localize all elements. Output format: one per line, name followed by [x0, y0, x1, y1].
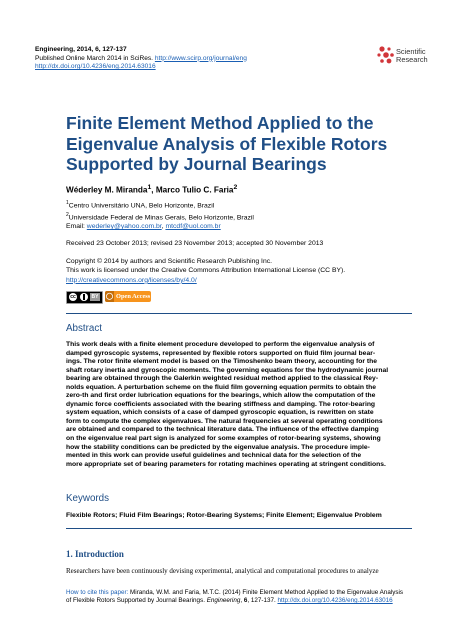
abstract-body	[66, 341, 411, 469]
email-label: Email:	[66, 223, 87, 231]
abstract-line: damped gyroscopic systems, represented by flexible rotors supported on fluid film journal bear-	[66, 349, 376, 357]
cite-volume: 6	[243, 597, 248, 605]
author-2: Marco Tulio C. Faria	[155, 185, 234, 195]
author-1-affil: 1	[147, 184, 152, 191]
how-to-cite	[66, 589, 426, 605]
license-block	[66, 257, 345, 285]
keywords-list: Flexible Rotors; Fluid Film Bearings; Rotor-Bearing Systems; Finite Element; Eigenvalue Problem	[66, 512, 382, 519]
author-separator: ,	[151, 185, 156, 195]
abstract-line: ings. The rotor finite element model is based on the Timoshenko beam theory, accounting for the	[66, 358, 378, 366]
cite-line-1	[66, 589, 426, 597]
abstract-line: dynamic force coefficients associated with the bearing stiffness and damping. The rotor-bearing	[66, 400, 376, 408]
cite-pages: , 127-137.	[247, 597, 278, 605]
email-line	[66, 222, 254, 231]
abstract-line: bearing are obtained through the Galerkin weighted residual method applied to the classical Rey-	[66, 375, 379, 383]
abstract-line: form to compute the complex eigenvalues. The natural frequencies at several operating conditions	[66, 417, 383, 425]
abstract-line: shaft rotary inertia and gyroscopic moments. The governing equations for the hydrodynamic journal	[66, 366, 389, 374]
abstract-line: mented in this work can provide useful guidelines and technical data for the selection of the	[66, 452, 362, 460]
keywords-bottom-rule	[66, 528, 412, 529]
abstract-line: more appropriate set of bearing parameters for rotating machines operating at stringent conditions.	[66, 460, 386, 468]
keywords-heading: Keywords	[66, 493, 110, 504]
license-line: This work is licensed under the Creative Commons Attribution International License (CC BY).	[66, 267, 346, 275]
open-access-badge[interactable]	[105, 291, 151, 302]
abstract-line: nolds equation. A perturbation scheme on the fluid film governing equation permits to obtain the	[66, 383, 377, 391]
cite-text-1: Miranda, W.M. and Faria, M.T.C. (2014) Finite Element Method Applied to the Eigenvalue Analysis	[128, 589, 404, 596]
abstract-line: on the eigenvalue real part sign is analyzed for some examples of rotor-bearing systems, showing	[66, 435, 381, 443]
affiliation-1	[66, 199, 254, 211]
cc-icon: cc	[70, 294, 76, 300]
scientific-research-logo-icon	[375, 44, 397, 66]
copyright-line: Copyright © 2014 by authors and Scientific Research Publishing Inc.	[66, 258, 273, 265]
published-prefix: Published Online March 2014 in SciRes.	[35, 54, 154, 62]
author-2-affil: 2	[233, 184, 238, 191]
affiliation-2	[66, 211, 254, 223]
author-list	[66, 184, 237, 195]
publication-line	[35, 55, 247, 64]
affiliation-2-sup: 2	[66, 211, 69, 218]
title-line-3: Supported by Journal Bearings	[66, 154, 327, 174]
cc-by-badge[interactable]	[66, 291, 103, 304]
title-line-1: Finite Element Method Applied to the	[66, 113, 374, 133]
affiliation-1-text: Centro Universitário UNA, Belo Horizonte, Brazil	[68, 202, 215, 210]
license-url-link[interactable]: http://creativecommons.org/licenses/by/4.0/	[66, 276, 197, 284]
open-lock-icon: ◯	[105, 293, 114, 300]
cc-by-label: BY	[91, 294, 99, 300]
affiliation-1-sup: 1	[66, 200, 69, 206]
cite-text-2: of Flexible Rotors Supported by Journal Bearings.	[66, 597, 207, 605]
cite-doi-link[interactable]: http://dx.doi.org/10.4236/eng.2014.63016	[277, 597, 393, 605]
journal-citation-line: Engineering, 2014, 6, 127-137	[35, 46, 127, 53]
journal-header	[35, 46, 247, 72]
email-separator: ,	[161, 223, 166, 231]
email-link-1[interactable]: wederley@yahoo.com.br	[86, 223, 162, 231]
author-1: Wéderley M. Miranda	[66, 185, 148, 195]
abstract-line: how the stability conditions can be predicted by the eigenvalue analysis. The procedure imple-	[66, 443, 370, 451]
cite-journal: Engineering	[206, 597, 241, 605]
open-access-label: Open Access	[116, 293, 151, 300]
abstract-line: system equation, which consists of a case of damped gyroscopic equation, is rewritten on state	[66, 409, 374, 417]
journal-url-link[interactable]: http://www.scirp.org/journal/eng	[154, 54, 247, 62]
affiliation-2-text: Universidade Federal de Minas Gerais, Belo Horizonte, Brazil	[68, 213, 254, 221]
logo-line-1: Scientific	[396, 47, 426, 56]
cite-volume-sep: ,	[240, 597, 244, 605]
logo-line-2: Research	[396, 55, 428, 65]
received-dates: Received 23 October 2013; revised 23 November 2013; accepted 30 November 2013	[66, 240, 324, 247]
publisher-logo	[375, 44, 455, 70]
email-link-2[interactable]: mtcdf@uol.com.br	[165, 223, 221, 231]
cite-label: How to cite this paper:	[66, 589, 129, 596]
attribution-person-icon	[80, 293, 88, 301]
paper-title	[66, 113, 426, 175]
abstract-line: zero-th and first order lubrication equations for the bearings, which allow the computation of the	[66, 392, 376, 400]
abstract-heading: Abstract	[66, 323, 102, 334]
doi-link[interactable]: http://dx.doi.org/10.4236/eng.2014.63016	[35, 63, 156, 71]
introduction-heading: 1. Introduction	[66, 549, 124, 559]
title-line-2: Eigenvalue Analysis of Flexible Rotors	[66, 133, 388, 154]
abstract-line: This work deals with a finite element procedure developed to perform the eigenvalue analysis of	[66, 341, 375, 348]
affiliations	[66, 199, 254, 232]
abstract-line: are obtained and compared to the technical literature data. The influence of the effective damping	[66, 426, 379, 434]
abstract-top-rule	[66, 313, 412, 314]
introduction-text: Researchers have been continuously devising experimental, analytical and computational procedures to analyze	[66, 567, 379, 575]
cite-line-2	[66, 597, 426, 605]
